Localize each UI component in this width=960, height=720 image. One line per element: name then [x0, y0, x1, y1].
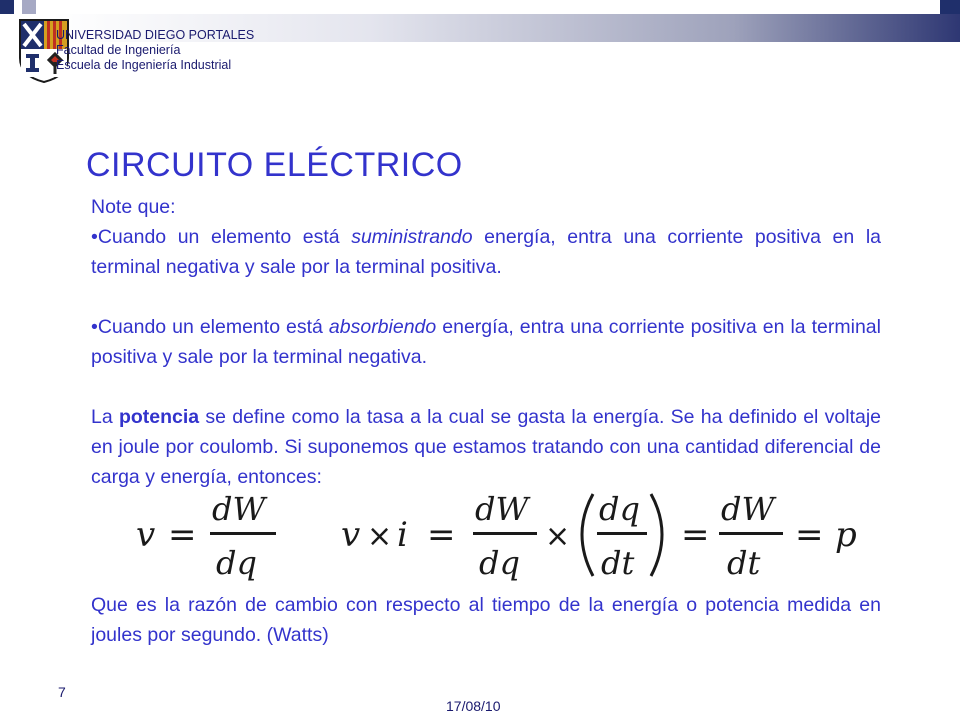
formula-numerator: dW — [212, 490, 266, 528]
formula-numerator: dq — [599, 490, 640, 528]
formula-i: i — [397, 515, 408, 555]
slide-date: 17/08/10 — [446, 698, 501, 714]
formula-p: p — [835, 515, 857, 555]
formula-equals: = — [681, 515, 710, 555]
formula-times: × — [367, 519, 393, 554]
header-decoration-square — [0, 0, 14, 14]
note-label: Note que: — [91, 196, 176, 218]
bullet-supplying-emphasis: suministrando — [351, 226, 473, 248]
bullet-absorbing — [91, 312, 881, 372]
formula-denominator: dq — [479, 544, 520, 582]
slide-number: 7 — [58, 684, 66, 700]
fraction-bar — [719, 532, 783, 535]
slide-title: CIRCUITO ELÉCTRICO — [86, 146, 463, 184]
formula-v: v — [136, 515, 156, 555]
bullet-supplying-prefix: •Cuando un elemento está — [91, 226, 352, 248]
faculty-name: Facultad de Ingeniería — [56, 43, 181, 57]
left-paren — [582, 494, 593, 576]
slide-body — [91, 192, 881, 492]
bullet-absorbing-emphasis: absorbiendo — [328, 316, 437, 338]
formula-numerator: dW — [475, 490, 529, 528]
power-paragraph-suffix: se define como la tasa a la cual se gasta la energía. Se ha definido el voltaje en joule por coulomb. Si suponemos que estamos tratando con una cantidad diferencial de carga y energía, entonces: — [91, 406, 882, 488]
formula-numerator: dW — [721, 490, 775, 528]
bullet-supplying-suffix: energía, entra una corriente positiva en la terminal negativa y sale por la terminal positiva. — [91, 226, 881, 278]
power-paragraph — [91, 402, 881, 492]
power-formula — [335, 484, 875, 584]
formula-denominator: dt — [601, 544, 635, 582]
fraction-bar — [473, 532, 537, 535]
formula-equals: = — [168, 515, 197, 555]
voltage-formula — [130, 484, 290, 584]
header-decoration-square-right — [940, 0, 960, 14]
power-paragraph-prefix: La — [91, 406, 119, 428]
power-term: potencia — [118, 406, 200, 428]
header-decoration-square-light — [22, 0, 36, 14]
bullet-supplying — [91, 222, 881, 282]
formula-denominator: dt — [727, 544, 761, 582]
university-header — [56, 28, 254, 73]
fraction-bar — [597, 532, 647, 535]
school-name: Escuela de Ingeniería Industrial — [56, 58, 232, 72]
bullet-absorbing-prefix: •Cuando un elemento está — [91, 316, 329, 338]
bullet-absorbing-suffix: energía, entra una corriente positiva en la terminal positiva y sale por la terminal negativa. — [91, 316, 881, 368]
formula-equals: = — [795, 515, 824, 555]
conclusion-block — [91, 590, 881, 650]
conclusion-text: Que es la razón de cambio con respecto al tiempo de la energía o potencia medida en joules por segundo. (Watts) — [91, 594, 881, 646]
formula-equals: = — [427, 515, 456, 555]
fraction-bar — [210, 532, 276, 535]
formula-row — [0, 484, 960, 584]
university-name: UNIVERSIDAD DIEGO PORTALES — [56, 28, 255, 42]
right-paren — [651, 494, 662, 576]
formula-times: × — [545, 519, 571, 554]
formula-v: v — [341, 515, 361, 555]
formula-denominator: dq — [216, 544, 257, 582]
